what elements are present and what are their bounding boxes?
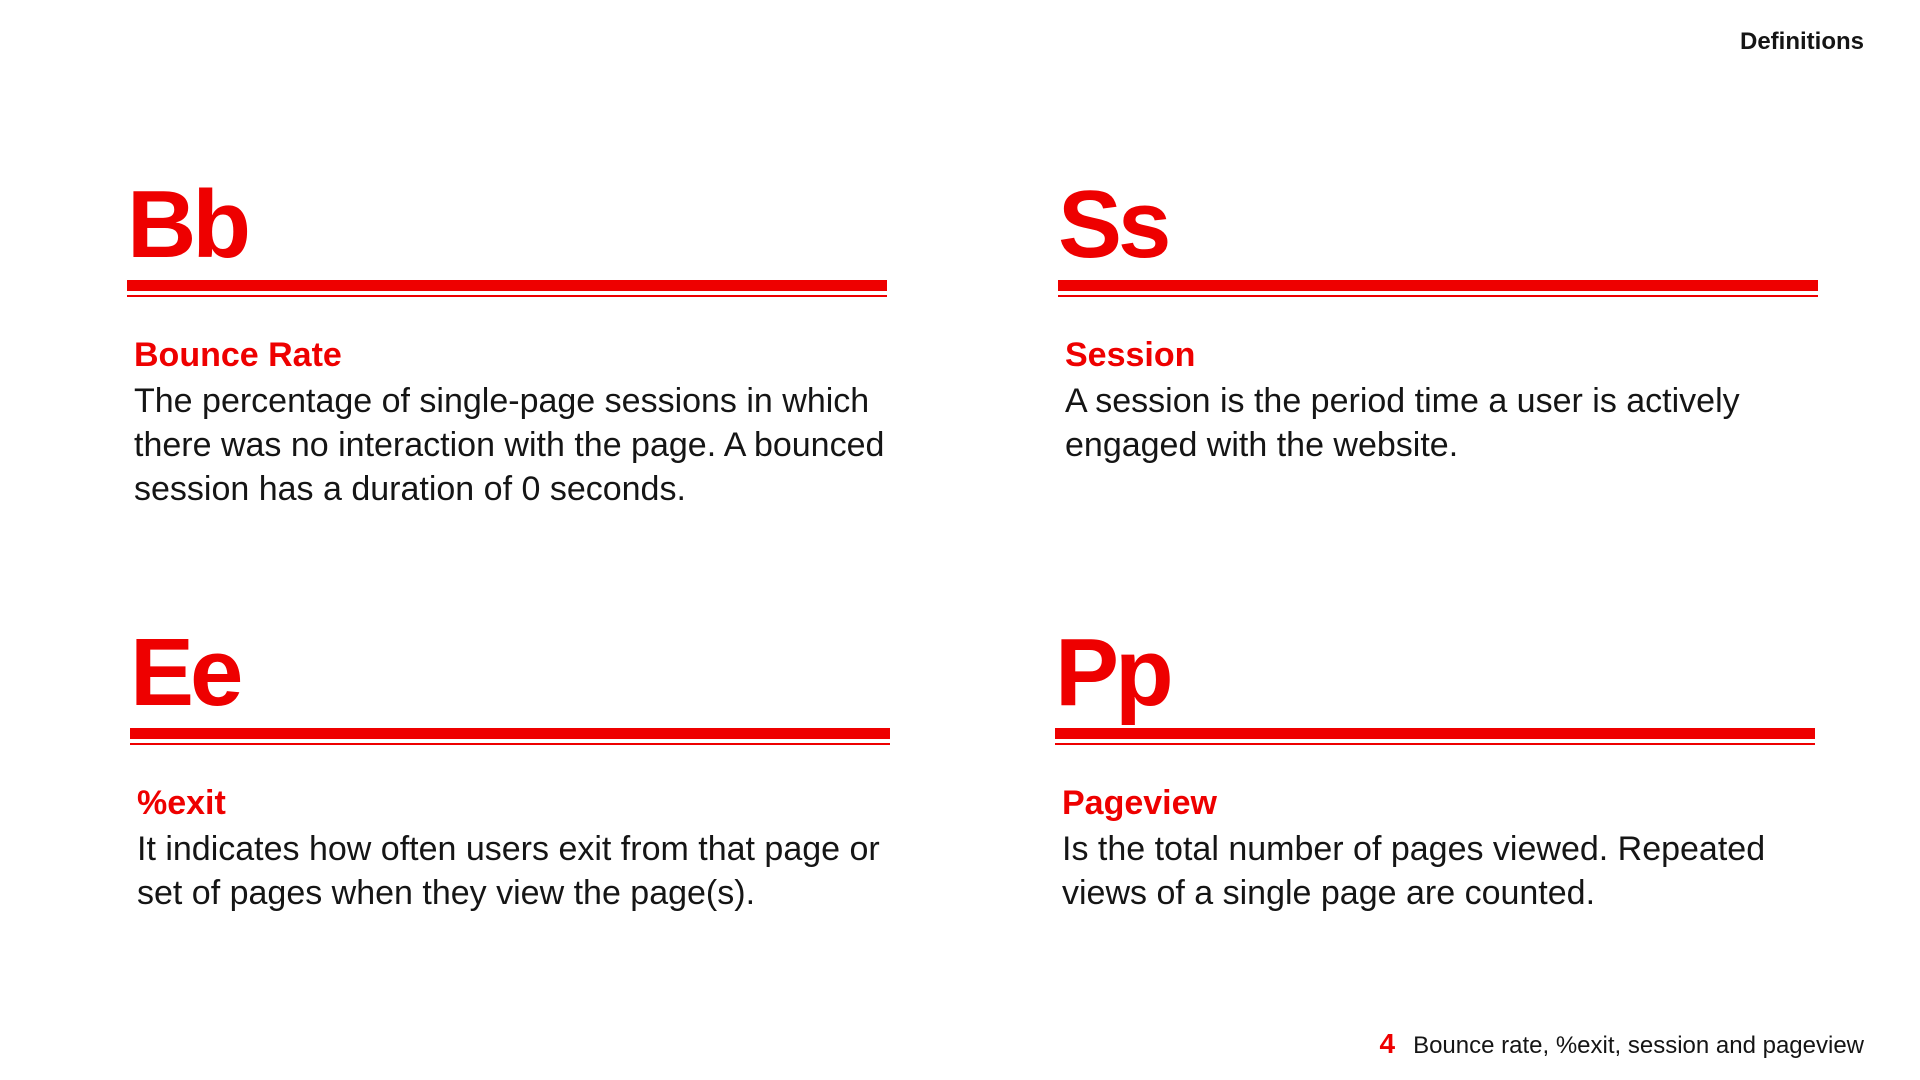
definition-divider [1055,728,1815,745]
definition-letters: Bb [127,171,247,278]
page-number: 4 [1379,1028,1396,1059]
definition-card-pageview [1055,618,1815,915]
definition-card-bounce-rate [127,170,887,511]
definition-term: Bounce Rate [134,336,342,374]
definition-description: Is the total number of pages viewed. Repeated views of a single page are counted. [1062,830,1766,912]
divider-thin-line [1055,743,1815,745]
divider-thin-line [127,295,887,297]
divider-thick-line [130,728,890,739]
definition-divider [1058,280,1818,297]
definition-card-session [1058,170,1818,467]
definition-description: The percentage of single-page sessions in which there was no interaction with the page. A bounced session has a duration of 0 seconds. [134,382,885,508]
section-label: Definitions [1740,28,1864,55]
definition-divider [127,280,887,297]
definition-term: Pageview [1062,784,1217,822]
definition-term: Session [1065,336,1196,374]
footer-title: Bounce rate, %exit, session and pageview [1413,1032,1864,1059]
divider-thick-line [127,280,887,291]
definition-letters: Ss [1058,171,1168,278]
slide-footer [1379,1028,1864,1060]
divider-thin-line [1058,295,1818,297]
definition-divider [130,728,890,745]
divider-thin-line [130,743,890,745]
divider-thick-line [1058,280,1818,291]
definition-description: A session is the period time a user is actively engaged with the website. [1065,382,1740,464]
definition-term: %exit [137,784,226,822]
divider-thick-line [1055,728,1815,739]
definition-description: It indicates how often users exit from that page or set of pages when they view the page(s). [137,830,880,912]
definition-letters: Ee [130,619,240,726]
definition-letters: Pp [1055,619,1170,726]
definition-card-exit [130,618,890,915]
